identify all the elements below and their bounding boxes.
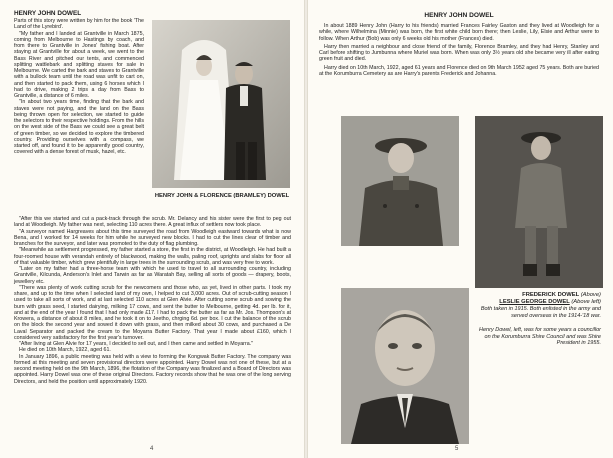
- intro-paragraph: "My father and I landed at Grantville in March 1875, coming from Melbourne to Hastings by coach, and from there to Grantville in Jones' fishing boat. After staying at Grantville for about a week, we went to the Bass River and pitched our tents, and commenced splitting wattlebark and splitting staves for sale in Melbourne. We carted the bark and staves to Grantville with a bullock team until the road was unfit to cart on, and then started to pack them, using 6 horses which I had to drive, making 2 trips a day from Bass to Grantville, a distance of 6 miles.: [14, 30, 144, 99]
- right-paragraph: Harry died on 10th March, 1922, aged 61 years and Florence died on 9th March 1952 aged 75 years. Both are buried at the Korumburra Cemetery as are Harry's parents Frederick and Johanna.: [319, 64, 599, 77]
- frederick-dowel-photo: [475, 116, 603, 288]
- body-paragraph: "Meanwhile as settlement progressed, my father started a store, the first in the district, at Woodleigh. He had built a four-roomed house with verandah entirely of blackwood, making the walls, paling roof, uprights and slabs for floor all of that valuable timber, which grew plentifully in large trees in the surrounding scrub, and was very free to work.: [14, 247, 291, 266]
- wedding-photo-caption: HENRY JOHN & FLORENCE (BRAMLEY) DOWEL: [154, 193, 290, 199]
- leslie-dowel-photo: [341, 116, 459, 246]
- caption-henry-body: Henry Dowel, left, was for some years a councillor on the Korumburra Shire Council and was Shire President in 1955.: [479, 327, 601, 347]
- right-page-number: 5: [455, 446, 459, 452]
- right-page: [307, 0, 613, 458]
- caption-leslie-position: (Above left): [571, 299, 601, 305]
- caption-soldiers-body: Both taken in 1915. Both enlisted in the army and served overseas in the 1914-'18 war.: [480, 306, 601, 319]
- right-paragraph: Harry then married a neighbour and close friend of the family, Florence Bramley, and they had Henry, Stanley and Carl before shifting to Jumbunna where Muriel was born. When was only 3½ years old she became very ill after eating green fruit and died.: [319, 43, 599, 63]
- body-paragraph: In January 1896, a public meeting was held with a view to forming the Kongwak Butter Factory. The company was formed at this meeting and seven provisional directors were appointed. Harry Dowel was not one of these, but at a second meeting held on the 9th March, 1896, the flotation of the Company was finalized and a Board of Directors was appointed. Harry Dowel was one of these original Directors. Factory records show that he was one of the long serving Directors, and held the position until approximately 1920.: [14, 353, 291, 385]
- right-page-title: HENRY JOHN DOWEL: [424, 12, 494, 19]
- body-paragraph: "There was plenty of work cutting scrub for the newcomers and those who, as yet, lived in other parts. I took my share, and up to the time when I selected land of my own, I helped to cut 3,000 acres. Out of scrub-cutting season I used to take all sorts of work, and at last selected 110 acres at Glen Alvie. After cutting some scrub and sowing the burn with grass seed, I started dairying, milking 17 cows, and sent the butter to Melbourne, getting 4d. per lb. for it, and at the end of the year I found that I had only made £17. I had to pack the butter as far as Mr. Jos. Thompson's at Krowera, a distance of about 8 miles, and he took it on to Jeetho, chrging 6d. per box. I cut the balance of the scrub on the block the second year and sowed it down with grass, and then milked about 30 cows, and purchased a De Laval Separator and packed the cream to the Moyarra Butter Factory. That year I made about £160, which I considered very satisfactory for the first year's turnover.: [14, 284, 291, 341]
- henry-dowel-photo: [341, 288, 469, 444]
- wedding-photo: [152, 20, 290, 188]
- left-page-title: HENRY JOHN DOWEL: [14, 10, 82, 17]
- caption-leslie-name: LESLIE GEORGE DOWEL: [499, 299, 570, 305]
- left-intro-column: [14, 10, 144, 156]
- body-paragraph: "A surveyor named Hargreaves about this time surveyed the road from Woodleigh eastward towards what is now Bena, and I worked for 14 weeks for him while he surveyed new blocks. I had to cut the lines clear of timber and branches for the surveyor, and later was promoted to the duty of flag plumbing.: [14, 228, 291, 247]
- body-paragraph: "Later on my father had a three-horse team with which he used to travel to all surrounding country, including Grantville, Kilcunda, Anderson's Inlet and Tarwin as far as Waratah Bay, selling all sorts of goods — drapery, boots, jewellery etc.: [14, 266, 291, 285]
- caption-frederick-position: (Above): [580, 292, 601, 298]
- body-paragraph: He died on 10th March, 1922, aged 61.: [19, 347, 111, 354]
- intro-paragraph: "In about two years time, finding that the bark and staves were not paying, and the land on the Bass being thrown open for selection, we started to guide the selectors to their respective holdings. From the hills on the west side of the Bass we could see a great belt of green timber, so we decided to explore the timbered country. Providing ourselves with a compass, we started off, and found it to be apparently good country, covered with a dense forest of musk, hazel, etc.: [14, 99, 144, 156]
- photo-captions: [477, 292, 601, 347]
- left-body-text: [14, 216, 291, 385]
- body-paragraph: "After this we started and cut a pack-track through the scrub. Mr. Delancy and his sister were the first to peg out land at Woodleigh. My father was next, selecting 110 acres there. A great influx of settlers now took place.: [14, 216, 291, 229]
- right-paragraph: In about 1889 Henry John (Harry to his friends) married Frances Fairley Gaston and they lived at Woodleigh for a while, where Wilhelmina (Minnie) was born, the first white child born there; then Leslie, Lily, Elsie and Arthur were to follow. When Arthur (Bob) was only 6 weeks old his mother (Frances) died.: [319, 23, 599, 42]
- left-page: [0, 0, 305, 458]
- caption-leslie: [477, 299, 601, 306]
- body-paragraph: "After living at Glen Alvie for 17 years, I decided to sell out, and I then came and settled in Moyarra.": [19, 341, 254, 347]
- caption-frederick-name: FREDERICK DOWEL: [522, 292, 580, 298]
- caption-frederick: [477, 292, 601, 299]
- left-page-number: 4: [150, 446, 154, 452]
- intro-paragraph: Parts of this story were written by him for the book 'The Land of the Lyrebird'.: [14, 18, 144, 31]
